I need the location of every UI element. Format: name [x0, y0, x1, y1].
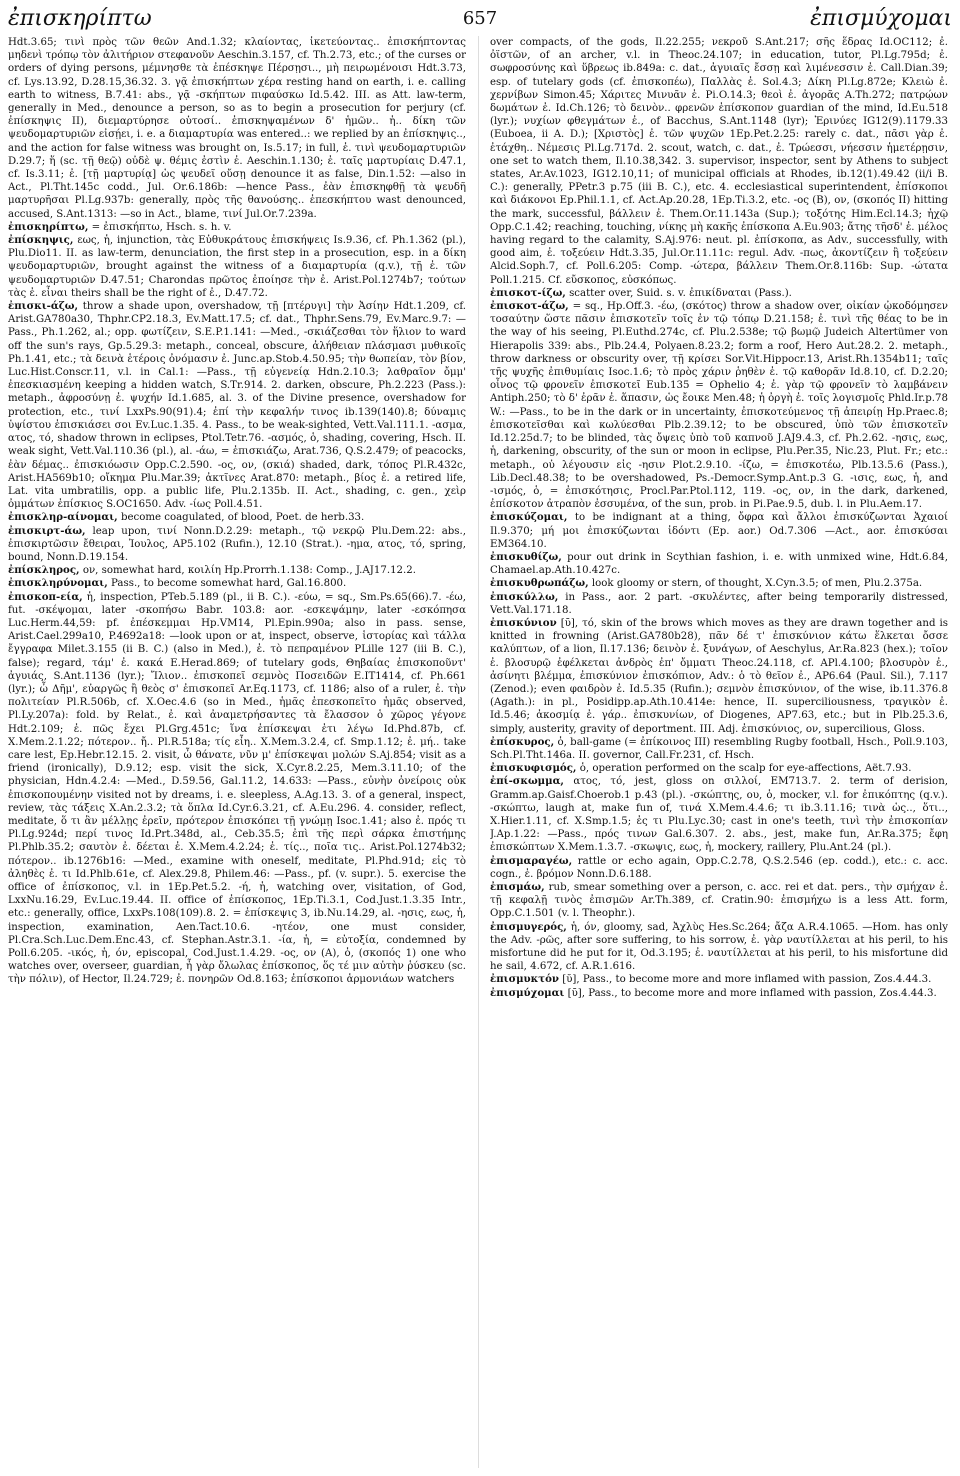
dictionary-entry — [490, 287, 948, 300]
entry-lemma: ἐπισμυγερός, — [490, 920, 567, 933]
entry-text: pour out drink in Scythian fashion, i. e. with unmixed wine, Hdt.6.84, Chamael.ap.Ath.10.427c. — [490, 551, 948, 577]
entry-text: become coagulated, of blood, Poet. de herb.33. — [120, 512, 365, 524]
entry-lemma: ἐπισκύζομαι, — [490, 511, 568, 524]
dictionary-entry — [8, 577, 466, 590]
entry-lemma: ἐπισκοτ-άζω, — [490, 300, 569, 313]
dictionary-entry — [490, 511, 948, 551]
left-column — [8, 36, 466, 1468]
entry-lemma: ἐπισκυθίζω, — [490, 550, 562, 563]
page-number: 657 — [462, 8, 498, 29]
dictionary-entry — [490, 855, 948, 881]
entry-lemma: ἐπισκύλλω, — [490, 590, 559, 603]
entry-lemma: ἐπισκοπ-εία, — [8, 590, 83, 603]
entry-lemma: ἐπισμυκτόν — [490, 973, 559, 986]
dictionary-entry — [8, 591, 466, 987]
entry-lemma: ἐπισκυφισμός, — [490, 762, 577, 775]
entry-text: [ῡ], τό, skin of the brows which moves as they are drawn together and is knitted in frowning (Arist.GA780b28), πᾶν δέ τ' ἐπισκύνιον κάτω ἕλκεται ὄσσε καλύπτων, of a lion, Il.17.136; δεινὸν ἐ. ξυνάγων, of Aeschylus, Ar.Ra.823 (hex.); τοῖον ἐ. βλοσυρῷ ἐφέλκεται ἀνδρὸς ἐπ' ὄμματι Theoc.24.118, cf. APl.4.100; βλοσυρὸν ἐ., ἀσίνητι βλέμμα, ἐπισκύνιον ἐπισκόπιον, Adv.: ὁ τὸ θεῖον ἐ., AP6.64 (Paul. Sil.), 7.117 (Zenod.); even φαιδρὸν ἐ. Id.5.35 (Rufin.); σεμνὸν ἐπισκύνιον, of the wise, ib.11.376.8 (Agath.): in pl., Posidipp.ap.Ath.10.414e: hence, II. superciliousness, τραγικὸν ἐ. Id.5.46; ἀκοσμίᾳ ἐ. γάρ.. ἐπισκυνίων, of Diogenes, AP7.63, etc.; but in Plb.25.3.6, simply, austerity, gravity of deportment. III. Adj. ἐπισκύνιος, ον, supercilious, Gloss. — [490, 617, 948, 735]
dictionary-entry — [490, 921, 948, 974]
dictionary-entry — [8, 234, 466, 300]
entry-lemma: ἐπισκληρύνομαι, — [8, 577, 108, 590]
dictionary-entry — [490, 617, 948, 736]
dictionary-entry — [8, 221, 466, 234]
entry-lemma: ἐπισμύχομαι — [490, 986, 565, 999]
entry-text: ἡ, inspection, PTeb.5.189 (pl., ii B. C.). -εύω, = sq., Sm.Ps.65(66).7. -έω, fut. -σκέψομαι, later -σκοπήσω Babr. 103.8: aor. -εσκεψάμην, later -εσκόπησα Luc.Herm.44,59: pf. ἐπέσκεμμαι Hp.VM14, Pl.Epin.990a; also in pass. sense, Arist.Cael.299a10, P.4692a18: —look upon or at, inspect, observe, ἱστορίας καὶ τάλλα ἔγγραφα Milet.3.155 (ii B. C.) (also in Med.), ἐ. τὸ πεπραμένον PLille 127 (iii B. C.), false); regard, τάμ' ἐ. κακά E.Herad.869; of tutelary gods, Θηβαίας ἐπισκοποῦντ' ἀγυιάς, S.Ant.1136 (lyr.); Ἴλιον.. ἐπισκοπεῖ σεμνὸς Ποσειδῶν E.IT1414, cf. Ph.661 (lyr.); ὦ Δῆμ', εὐαργῶς ἢ θεὸς σ' ἐπισκοπεῖ Ar.Eq.1173, cf. 1186; also of a ruler, ἐ. τὴν πολιτείαν Pl.R.506b, cf. X.Oec.4.6 (so in Med., ἡμᾶς ἐπεσκοπεῖτο ἡμᾶς observed, Pl.Ly.207a): fold. by Relat., ἐ. καὶ ἀναμετρήσαντες τὰ ἔλασσον ὁ χῶρος γέγονε Hdt.2.109; ἐ. πῶς ἔχει Pl.Grg.451c; ἵνα ἐπίσκεψαι ἐτι λέγω Id.Phd.87b, cf. X.Mem.2.1.22; πότερον.. ἤ.. Pl.R.518a; τίς εἶη.. X.Mem.3.2.4, cf. Smp.1.12; ἐ. μή.. take care lest, Ep.Hebr.12.15. 2. visit, ὦ θάνατε, νῦν μ' ἐπίσκεψαι μολών S.Aj.854; visit as a friend (ironically), D.9.12; esp. visit the sick, X.Cyr.8.2.25, Mem.3.11.10; of the physician, Hdn.4.2.4: —Med., D.59.56, Gal.11.2, 14.633: —Pass., εὐνὴν ὀνείροις οὐκ ἐπισκοπουμένην visited not by dreams, i. e. sleepless, A.Ag.13. 3. of a general, inspect, review, τὰς τάξεις X.An.2.3.2; τὰ ὅπλα Id.Cyr.6.3.21, cf. A.Eu.296. 4. consider, reflect, meditate, ὅ τι ἂν μέλλῃς ἐρεῖν, πρότερον ἐπισκόπει τῇ γνώμῃ Isoc.1.41; also ἐ. πρός τι Pl.Lg.924d; περί τινος Id.Prt.348d, al., Ceb.35.5; ἐπὶ τῆς περὶ σάρκα ἐπιστήμης Pl.Phlb.35.2; σαυτὸν ἐ. δέεται ἐ. X.Mem.4.2.24; ἐ. τίς.., ποῖα τις.. Arist.Pol.1274b32; πότερον.. ib.1276b16: —Med., examine with oneself, meditate, Pl.Phd.91d; εἰς τὸ ἀληθὲς ἐ. τι Id.Phlb.61e, cf. Alex.29.8, Philem.46: —Pass., pf. (v. supr.). 5. exercise the office of ἐπίσκοπος, v.l. in 1Ep.Pet.5.2. -ή, ἡ, watching over, visitation, of God, LxxNu.16.29, Ev.Luc.19.44. II. office of ἐπίσκοπος, 1Ep.Ti.3.1, Cod.Just.1.3.35 Intr., etc.: generally, office, LxxPs.108(109).8. 2. = ἐπίσκεψις 3, ib.Nu.14.29, al. -ησις, εως, ἡ, inspection, examination, Aen.Tact.10.6. -ητέον, one must consider, Pl.Cra.Sch.Luc.Dem.Enc.43, cf. Stephan.Astr.3.1. -ία, ἡ, = εὐτοξία, condemned by Poll.6.205. -ικός, ἡ, όν, episcopal, Cod.Just.1.4.29. -ος, ον (A), ὁ, (σκοπός 1) one who watches over, overseer, guardian, ἦ γὰρ ὄλωλας ἐπίσκοπος, ὅς τέ μιν αὐτὴν ῥύσκευ (sc. τὴν πόλιν), of Hector, Il.24.729; ἐ. πονηρῶν Od.8.163; ἐπίσκοποι ἁρμονιάων watchers — [8, 591, 466, 986]
dictionary-entry — [490, 300, 948, 511]
dictionary-entry — [8, 300, 466, 511]
entry-text: rub, smear something over a person, c. acc. rei et dat. pers., τὴν σμήχαν ἐ. τῇ κεφαλῇ τινὸς ἐπισμῶν Ar.Th.389, cf. Cratin.90: ἐπισμήχω is a less Att. form, Opp.C.1.501 (v. l. Theophr.). — [490, 882, 948, 920]
entry-lemma: ἐπισκοτ-ίζω, — [490, 286, 566, 299]
dictionary-entry — [490, 551, 948, 577]
entry-text: Pass., to become somewhat hard, Gal.16.800. — [111, 578, 347, 590]
entry-text: scatter over, Suid. s. v. ἐπικίδναται (Pass.). — [569, 287, 792, 299]
dictionary-entry — [490, 577, 948, 590]
entry-text: over compacts, of the gods, Il.22.255; νεκροῦ S.Ant.217; σῆς ἕδρας Id.OC112; ἐ. ὀϊστῶν, of an archer, v.l. in Theoc.24.107; in education, tutor, Pl.Lg.795d; ἐ. σωφροσύνης καὶ ὕβρεως ib.849a: c. dat., ἀγυιαῖς ἔσσῃ καὶ λιμένεσσιν ἐ. Call.Dian.39; esp. of tutelary gods (cf. ἐπισκοπέω), Παλλὰς ἐ. Sol.4.3; Δίκη Pl.Lg.872e; Κλειὼ ἐ. χερνίβων Simon.45; Χάριτες Μινυᾶν ἐ. Pi.O.14.3; θεοὶ ἐ. ἀγορᾶς A.Th.272; πατρῴων δωμάτων ἐ. Id.Ch.126; τὸ δεινὸν.. φρενῶν ἐπίσκοπον guardian of the mind, Id.Eu.518 (lyr.); νυχίων φθεγμάτων ἐ., of Bacchus, S.Ant.1148 (lyr); Ἐρινύες IG12(9).1179.33 (Euboea, ii A. D.); [Χριστὸς] ἐ. τῶν ψυχῶν 1Ep.Pet.2.25: rarely c. dat., πᾶσι γὰρ ἐ. ἐτάχθη.. Νέμεσις Pl.Lg.717d. 2. scout, watch, c. dat., ἐ. Τρώεσσι, νήεσσιν ἡμετέρῃσιν, one set to watch them, Il.10.38,342. 3. supervisor, inspector, sent by Athens to subject states, Ar.Av.1023, IG12.10,11; of municipal officials at Rhodes, ib.12(1).49.42 (ii/i B. C.): generally, PPetr.3 p.75 (iii B. C.), etc. 4. ecclesiastical superintendent, ἐπίσκοποι καὶ διάκονοι Ep.Phil.1.1, cf. Act.Ap.20.28, 1Ep.Ti.3.2, etc. -ος (B), ον, (σκοπός II) hitting the mark, successful, βάλλειν ἐ. Them.Or.11.143a (Sup.); τοξότης Him.Ecl.14.3; ἠχῷ Opp.C.1.42; reaching, touching, νίκης μὴ κακῆς ἐπίσκοπα A.Eu.903; ἄτης τῆσδ' ἐ. μέλος having regard to the calamity, S.Aj.976: neut. pl. ἐπίσκοπα, as Adv., successfully, with good aim, ἐ. τοξεύειν Hdt.3.35, Jul.Or.11.11c: regul. Adv. -πως, ἀκοντίζειν ἢ τοξεύειν Alcid.Soph.7, cf. Poll.6.205: Comp. -ώτερα, βάλλειν Them.Or.8.116b: Sup. -ώτατα Poll.1.215. Cf. εὔσκοπος, εὐσκόπως. — [490, 37, 948, 286]
dictionary-entry — [490, 775, 948, 854]
entry-text: throw a shade upon, overshadow, τῇ [πτέρυγι] τὴν Ἀσίην Hdt.1.209, cf. Arist.GA780a30, Thphr.CP2.18.3, Ev.Matt.17.5; cf. dat., Thphr.Sens.79, Ev.Marc.9.7: —Pass., Ph.1.262, al.; opp. φωτίζειν, S.E.P.1.141: —Med., -σκιάζεσθαι τὸν ἥλιον to ward off the sun's rays, Gp.5.29.3: metaph., conceal, obscure, ἀλήθειαν πλάσμασι μυθικοῖς Ph.1.41, etc.; τὰ δεινὰ ἑτέροις ὀνόμασιν ἐ. Junc.ap.Stob.4.50.95; τὴν θωπείαν, τὸν βίον, Luc.Hist.Conscr.11, v.l. in Cal.1: —Pass., τῇ εὐγενείᾳ Hdn.2.10.3; λαθραῖον ὄμμ' ἐπεσκιασμένη keeping a hidden watch, S.Tr.914. 2. darken, obscure, Ph.2.223 (Pass.): metaph., ἀφροσύνῃ ἐ. ψυχήν Id.1.685, al. 3. of the Divine presence, overshadow for protection, etc., τινί LxxPs.90(91).4; ἐπί τὴν κεφαλήν τινος ib.139(140).8; δύναμις ὑψίστου ἐπισκιάσει σοι Ev.Luc.1.35. 4. Pass., to be weak-sighted, Vett.Val.111.1. -ασμα, ατος, τό, shadow thrown in eclipses, Ptol.Tetr.76. -ασμός, ὁ, shading, covering, Hsch. II. weak sight, Vett.Val.110.36 (pl.), al. -άω, = ἐπισκιάζω, Arat.736, Q.S.2.479; of peacocks, ἐὰν δέμας.. ἐπισκιόωσιν Opp.C.2.590. -ος, ον, (σκιά) shaded, dark, τόπος Pl.R.432c, Arist.HA569b10; οἴκημα Plu.Mar.39; ἀκτῖνες Arat.870: metaph., βίος ἐ. a retired life, Lat. vita umbratilis, opp. a public life, Plu.2.135b. II. Act., shading, c. gen., χεὶρ ὀμμάτων ἐπίσκιος S.OC1650. Adv. -ίως Poll.4.51. — [8, 301, 466, 511]
dictionary-entry — [490, 973, 948, 986]
dictionary-entry — [8, 36, 466, 221]
running-headword-right: ἐπισμύχομαι — [810, 6, 952, 31]
column-divider — [478, 36, 479, 1468]
entry-text: to be indignant at a thing, ὄφρα καὶ ἄλλοι ἐπισκύζωνται Ἀχαιοί Il.9.370; μή μοι ἐπισκύζωνται ἰδόντι (Ep. aor.) Od.7.306 —Act., aor. ἐπισκύσαι EM364.10. — [490, 512, 948, 550]
entry-text: Hdt.3.65; τινὶ πρὸς τῶν θεῶν And.1.32; κλαίοντας, ἱκετεύοντας.. ἐπισκήπτοντας μηδενὶ τρόπῳ τὸν ἀλιτήριον στεφανοῦν Aeschin.3.157, cf. Th.2.73, etc.; of the curses or orders of dying persons, μέμνησθε τὰ ἐπέσκηψε Πέρσῃσι.., μὴ πειρωμένοισι Hdt.3.73, cf. Lys.13.92, D.28.15,36.32. 3. γᾷ ἐπισκήπτων χέρα resting hand on earth, i. e. calling earth to witness, B.7.41: abs., γᾷ -σκήπτων πιφαύσκω Id.5.42. III. as Att. law-term, generally in Med., denounce a person, so as to begin a prosecution for perjury (cf. ἐπίσκηψις II), διεμαρτύρησε οὑτοσί.. ἐπισκηψαμένων δ' ἡμῶν.. ἡ.. δίκη τῶν ψευδομαρτυριῶν εἰσῄει, i. e. a διαμαρτυρία was entered..: we replied by an ἐπίσκηψις.., and the action for false witness was brought on, Is.5.17; in full, ἐ. τινὶ ψευδομαρτυριῶν D.29.7; ἥ (sc. τῇ θεῷ) οὐδὲ ψ. θέμις ἐστὶν ἐ. Aeschin.1.130; ἐ. ταῖς μαρτυρίαις D.47.1, cf. Is.3.11; ἐ. [τῇ μαρτυρίᾳ] ὡς ψευδεῖ οὔσῃ denounce it as false, Din.1.52: —also in Act., Pl.Tht.145c codd., Jul. Or.6.186b: —hence Pass., ἐὰν ἐπισκηφθῇ τὰ ψευδῆ μαρτυρῆσαι Pl.Lg.937b: generally, πρὸς τῆς θανούσης.. ἐπεσκήπτου wast denounced, accused, S.Ant.1313: —so in Act., blame, τινί Jul.Or.7.239a. — [8, 37, 466, 220]
entry-lemma: ἐπίσκληρος, — [8, 564, 80, 577]
page-header — [8, 6, 952, 34]
entry-text: [ῡ], Pass., to become more and more inflamed with passion, Zos.4.44.3. — [567, 987, 937, 999]
dictionary-entry — [8, 564, 466, 577]
entry-lemma: ἐπισμάω, — [490, 881, 545, 893]
right-column — [490, 36, 948, 1468]
entry-text: εως, ἡ, injunction, τὰς Εὐθυκράτους ἐπισκήψεις Is.9.36, cf. Ph.1.362 (pl.), Plu.Dio11. II. as law-term, denunciation, the first step in a prosecution, esp. in a δίκη ψευδομαρτυριῶν, brought against the witness of a διαμαρτυρία (q.v.), τῇ ἐ. τῶν ψευδομαρτυριῶν D.47.51; Charondas πρῶτος ἐποίησε τὴν ἐ. Arist.Pol.1274b7; τούτων τὰς ἐ. εἶναι theirs shall be the right of ἐ., D.47.72. — [8, 235, 466, 299]
entry-lemma: ἐπισκληρ-αίνομαι, — [8, 511, 118, 524]
entry-lemma: ἐπισμαραγέω, — [490, 854, 573, 867]
dictionary-entry — [8, 511, 466, 524]
entry-text: ον, somewhat hard, κοιλίη Hp.Prorrh.1.138: Comp., J.AJ17.12.2. — [82, 565, 416, 577]
dictionary-entry — [490, 591, 948, 617]
entry-lemma: ἐπί-σκωμμα, — [490, 775, 564, 788]
entry-lemma: ἐπισκύνιον — [490, 616, 557, 629]
entry-text: = sq., Hp.Off.3. -έω, (σκότος) throw a shadow over, οἰκίαν ᾠκοδόμησεν τοσαύτην ὥστε πᾶσιν ἐπισκοτεῖν τοῖς ἐν τῷ τόπῳ D.21.158; ἐ. τινὶ τῆς θέας to be in the way of his seeing, Pl.Euthd.274c, cf. Plu.2.538e; τῷ βωμῷ Judeich Altertümer von Hierapolis 339: abs., Plb.24.4, Polyaen.8.23.2; form a roof, Hero Aut.28.2. 2. metaph., throw darkness or obscurity over, τῇ κρίσει Sor.Vit.Hippocr.13, Arist.Rh.1354b11; ταῖς τῆς ψυχῆς ἐπιθυμίαις Isoc.1.6; τὸ πρὸς χάριν ῥηθὲν ἐ. τῷ καθορᾶν Id.8.10, cf. D.2.20; οἶνος τῷ φρονεῖν ἐπισκοτεῖ Eub.135 = Ophelio 4; ἐ. γὰρ τῷ φρονεῖν τὸ λαμβάνειν Antiph.250; τὸ δ' ἐρᾶν ἐ. ἅπασιν, ὡς ἔοικε Men.48; ἡ ὀργὴ ἐ. τοῖς λογισμοῖς Phld.Ir.p.78 W.: —Pass., to be in the dark or in uncertainty, ἐπισκοτεύμενος τῇ ἀπειρίῃ Hp.Praec.8; ἐπισκοτεῖσθαι καὶ κωλύεσθαι Plb.2.39.12; to be obscured, ὑπὸ τῶν ἐπισκοτεῖν Id.12.25d.7; to be blinded, τὰς ὄψεις ὑπὸ τοῦ καπνοῦ J.AJ9.4.3, cf. Ph.2.62. -ησις, εως, ἡ, darkening, obscurity, of the sun or moon in eclipse, Plu.Per.35, Nic.23, Plut. Fr.; etc.: metaph., οὐ λέγουσιν εἰς -ησιν Plot.2.9.10. -ίζω, = ἐπισκοτέω, Plb.13.5.6 (Pass.), Lib.Decl.48.38; to be overshadowed, Ps.-Democr.Symp.Ant.p.3 G. -ισις, εως, ἡ, and -ισμός, ὁ, = ἐπισκότησις, Procl.Par.Ptol.112, 119. -ος, ον, in the dark, darkened, ἐπίσκοτον ἀτραπὸν ἐσσυμένα, of the sun, prob. in Pi.Pae.9.5, dub. l. in Plu.Aem.17. — [490, 301, 948, 511]
entry-text: ὁ, operation performed on the scalp for eye-affections, Aët.7.93. — [579, 763, 912, 775]
entry-lemma: ἐπισκι-άζω, — [8, 300, 79, 313]
entry-text: [ῠ], Pass., to become more and more inflamed with passion, Zos.4.44.3. — [562, 974, 932, 986]
entry-text: = ἐπισκήπτω, Hsch. s. h. v. — [91, 221, 232, 233]
entry-text: ατος, τό, jest, gloss on σιλλοί, EM713.7. 2. term of derision, Gramm.ap.Gaisf.Choerob.1 p.43 (pl.). -σκώπτης, ου, ὁ, mocker, v.l. for ἐπικόπτης (q.v.). -σκώπτω, laugh at, make fun of, τινά X.Mem.4.4.6; τι ib.3.11.16; τινὰ ὡς.., ὅτι.., X.Hier.1.11, cf. X.Smp.1.5; ἐς τι Plu.Lyc.30; cast in one's teeth, τινὶ τὴν ἐπισκοπίαν J.Ap.1.22: —Pass., πρός τινων Gal.6.307. 2. abs., jest, make fun, Ar.Ra.375; ἔφη ἐπισκώπτων X.Mem.1.3.7. -σκωψις, εως, ἡ, mockery, raillery, Plu.Ant.24 (pl.). — [490, 776, 948, 854]
entry-text: look gloomy or stern, of thought, X.Cyn.3.5; of men, Plu.2.375a. — [591, 578, 923, 590]
entry-lemma: ἐπισκιρτ-άω, — [8, 524, 86, 537]
entry-text: rattle or echo again, Opp.C.2.78, Q.S.2.546 (ep. codd.), etc.: c. acc. cogn., ἐ. βρόμον Nonn.D.6.188. — [490, 855, 948, 880]
entry-text: ὁ, ball-game (= ἐπίκοινος III) resembling Rugby football, Hsch., Poll.9.103, Sch.Pl.Tht.146a. II. governor, Call.Fr.231, cf. Hsch. — [490, 736, 948, 761]
dictionary-entry — [490, 987, 948, 1000]
entry-lemma: ἐπισκυθρωπάζω, — [490, 577, 589, 590]
dictionary-entry — [490, 36, 948, 287]
dictionary-entry — [490, 762, 948, 775]
dictionary-entry — [490, 881, 948, 921]
entry-lemma: ἐπίσκυρος, — [490, 735, 555, 748]
dictionary-entry — [490, 736, 948, 762]
entry-text: ἡ, όν, gloomy, sad, Ἀχλὺς Hes.Sc.264; ἄζα A.R.4.1065. —Hom. has only the Adv. -ρῶς, after sore suffering, to his sorrow, ἐ. γὰρ ναυτίλλεται at his peril, to his misfortune did he put for it, Od.3.195; ἐ. ναυτίλλεται at his peril, to his misfortune did he sail, 4.672, cf. A.R.1.616. — [490, 921, 948, 973]
dictionary-entry — [8, 525, 466, 565]
entry-text: in Pass., aor. 2 part. -σκυλέντες, after being temporarily distressed, Vett.Val.171.18. — [490, 591, 948, 616]
entry-lemma: ἐπισκηρίπτω, — [8, 220, 89, 233]
entry-lemma: ἐπίσκηψις, — [8, 234, 74, 247]
running-headword-left: ἐπισκηρίπτω — [8, 6, 152, 31]
entry-text: leap upon, τινί Nonn.D.2.29: metaph., τῷ νεκρῷ Plu.Dem.22: abs., ἐπισκιρτῶσιν ἔθειραι, Ἰουλος, AP5.102 (Rufin.), 12.10 (Strat.). -ημα, ατος, τό, spring, bound, Nonn.D.19.154. — [8, 525, 466, 563]
